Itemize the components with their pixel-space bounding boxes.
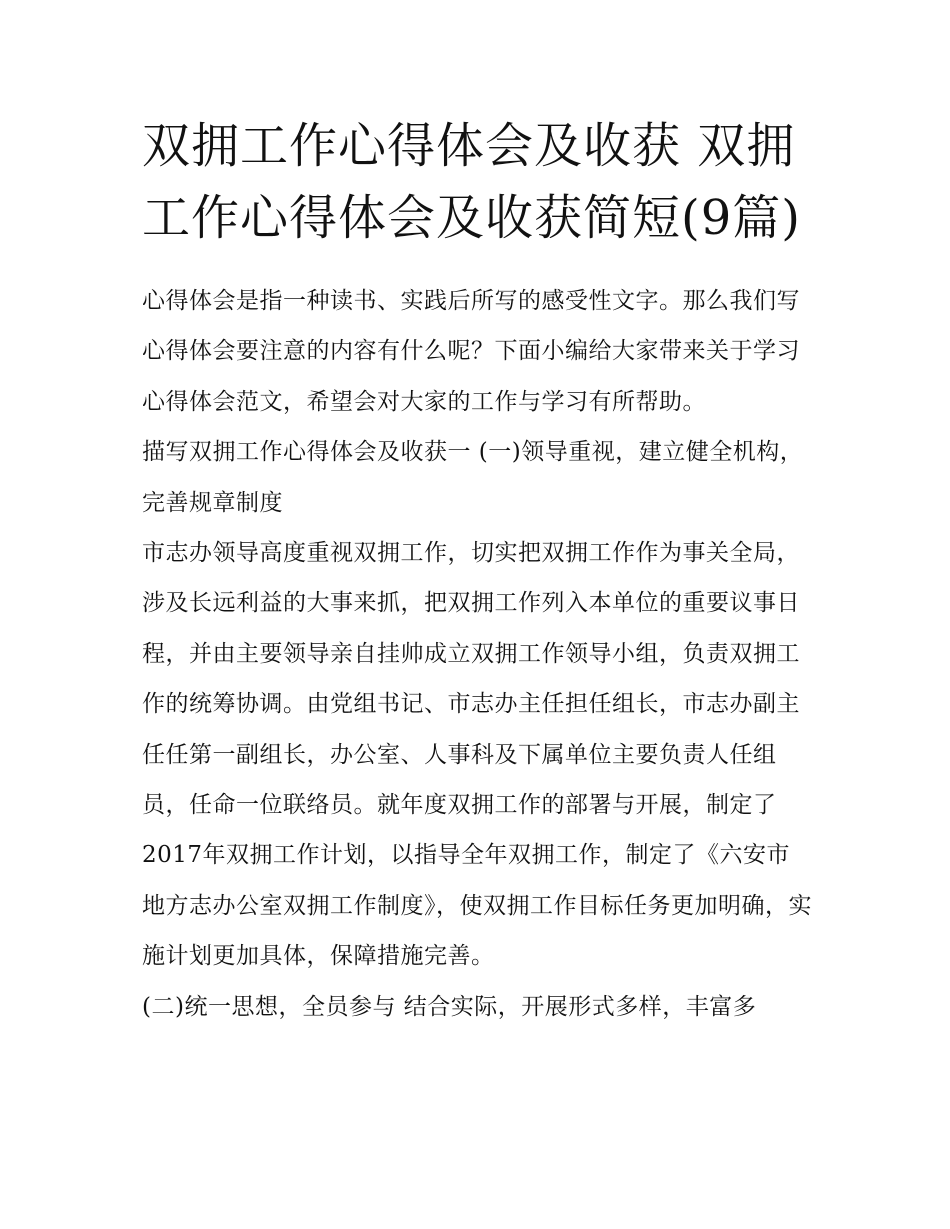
document-title: 双拥工作心得体会及收获 双拥工作心得体会及收获简短(9篇) [142,118,801,246]
paragraph-main: 市志办领导高度重视双拥工作，切实把双拥工作作为事关全局，涉及长远利益的大事来抓，把双拥工作列入本单位的重要议事日程，并由主要领导亲自挂帅成立双拥工作领导小组，负责双拥工作的统筹协调。由党组书记、市志办主任担任组长，市志办副主任任第一副组长，办公室、人事科及下属单位主要负责人任组员，任命一位联络员。就年度双拥工作的部署与开展，制定了2017年双拥工作计划，以指导全年双拥工作，制定了《六安市地方志办公室双拥工作制度》，使双拥工作目标任务更加明确，实施计划更加具体，保障措施完善。 [142,540,812,970]
paragraph-section-two: (二)统一思想，全员参与 结合实际，开展形式多样，丰富多 [142,993,757,1020]
document-page [142,110,812,1032]
document-body [142,276,812,1032]
paragraph-section-heading: 描写双拥工作心得体会及收获一 (一)领导重视，建立健全机构，完善规章制度 [142,439,804,516]
paragraph-intro: 心得体会是指一种读书、实践后所写的感受性文字。那么我们写心得体会要注意的内容有什么呢？下面小编给大家带来关于学习心得体会范文，希望会对大家的工作与学习有所帮助。 [142,288,800,415]
